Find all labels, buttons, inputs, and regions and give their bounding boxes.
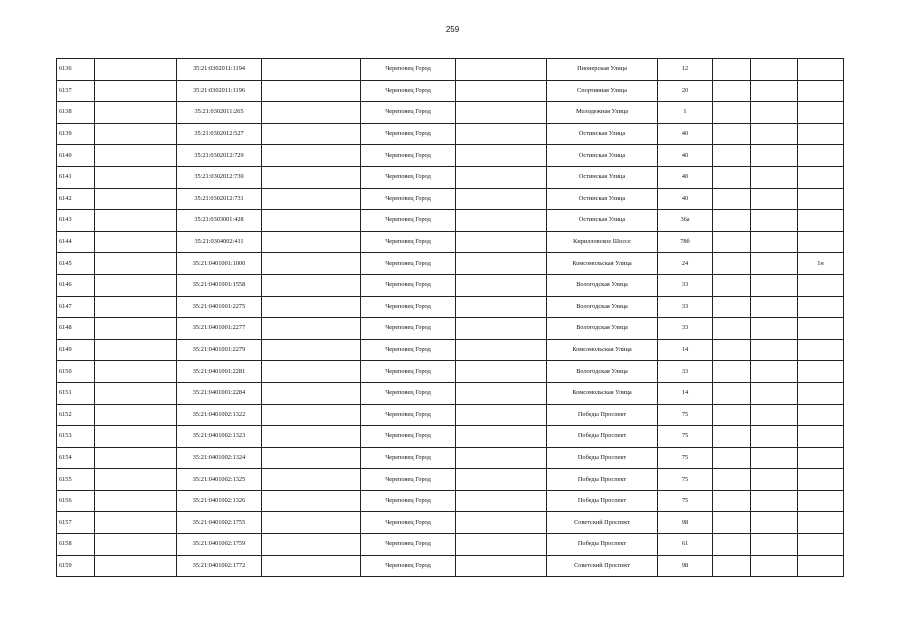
cadastral-number: 35:21:0302012:731 [177,188,262,210]
house-number: 36а [658,210,713,232]
row-id: 6139 [57,123,95,145]
empty-cell [262,361,361,383]
house-number: 14 [658,382,713,404]
street-name: Вологодская Улица [547,361,658,383]
empty-cell [456,80,547,102]
row-id: 6157 [57,512,95,534]
empty-cell [751,512,798,534]
empty-cell [713,166,751,188]
flat-number [798,361,844,383]
row-id: 6151 [57,382,95,404]
street-name: Остинская Улица [547,210,658,232]
empty-cell [456,102,547,124]
empty-cell [95,296,177,318]
empty-cell [95,145,177,167]
flat-number [798,512,844,534]
cadastral-number: 35:21:0401001:1558 [177,274,262,296]
table-row [57,490,844,512]
table-row [57,123,844,145]
empty-cell [262,102,361,124]
empty-cell [751,123,798,145]
city-name: Череповец Город [361,382,456,404]
empty-cell [95,59,177,81]
empty-cell [456,231,547,253]
cadastral-number: 35:21:0401002:1324 [177,447,262,469]
street-name: Спортивная Улица [547,80,658,102]
empty-cell [713,490,751,512]
table-row [57,253,844,275]
table-row [57,447,844,469]
city-name: Череповец Город [361,59,456,81]
empty-cell [456,490,547,512]
row-id: 6154 [57,447,95,469]
street-name: Вологодская Улица [547,274,658,296]
street-name: Советский Проспект [547,512,658,534]
cadastral-number: 35:21:0303001:428 [177,210,262,232]
city-name: Череповец Город [361,210,456,232]
cadastral-number: 35:21:0401001:1000 [177,253,262,275]
street-name: Остинская Улица [547,166,658,188]
street-name: Остинская Улица [547,145,658,167]
cadastral-number: 35:21:0401001:2284 [177,382,262,404]
empty-cell [262,166,361,188]
empty-cell [751,339,798,361]
empty-cell [456,145,547,167]
table-row [57,534,844,556]
house-number: 20 [658,80,713,102]
house-number: 14 [658,339,713,361]
table-row [57,274,844,296]
table-row [57,231,844,253]
city-name: Череповец Город [361,231,456,253]
empty-cell [262,490,361,512]
cadastral-number: 35:21:0302012:730 [177,166,262,188]
empty-cell [713,469,751,491]
empty-cell [262,145,361,167]
flat-number [798,166,844,188]
empty-cell [262,382,361,404]
empty-cell [713,555,751,577]
flat-number [798,382,844,404]
cadastral-number: 35:21:0302011:1194 [177,59,262,81]
empty-cell [262,123,361,145]
empty-cell [713,145,751,167]
house-number: 61 [658,534,713,556]
empty-cell [262,253,361,275]
street-name: Вологодская Улица [547,296,658,318]
row-id: 6144 [57,231,95,253]
flat-number [798,231,844,253]
empty-cell [95,404,177,426]
empty-cell [456,534,547,556]
empty-cell [456,296,547,318]
city-name: Череповец Город [361,166,456,188]
empty-cell [713,447,751,469]
cadastral-number: 35:21:0302011:265 [177,102,262,124]
house-number: 33 [658,361,713,383]
empty-cell [713,382,751,404]
empty-cell [95,231,177,253]
empty-cell [713,339,751,361]
house-number: 75 [658,490,713,512]
empty-cell [751,490,798,512]
row-id: 6159 [57,555,95,577]
empty-cell [713,318,751,340]
empty-cell [456,512,547,534]
house-number: 40 [658,123,713,145]
empty-cell [751,555,798,577]
city-name: Череповец Город [361,361,456,383]
empty-cell [95,210,177,232]
empty-cell [456,426,547,448]
table-row [57,404,844,426]
street-name: Победы Проспект [547,426,658,448]
house-number: 24 [658,253,713,275]
empty-cell [95,166,177,188]
empty-cell [713,102,751,124]
row-id: 6137 [57,80,95,102]
table-row [57,102,844,124]
row-id: 6138 [57,102,95,124]
empty-cell [713,404,751,426]
city-name: Череповец Город [361,534,456,556]
cadastral-number: 35:21:0302012:729 [177,145,262,167]
empty-cell [456,166,547,188]
flat-number [798,490,844,512]
city-name: Череповец Город [361,512,456,534]
city-name: Череповец Город [361,145,456,167]
cadastral-number: 35:21:0304002:411 [177,231,262,253]
empty-cell [456,382,547,404]
empty-cell [262,469,361,491]
flat-number [798,404,844,426]
street-name: Пионерская Улица [547,59,658,81]
empty-cell [751,59,798,81]
empty-cell [713,59,751,81]
empty-cell [456,188,547,210]
city-name: Череповец Город [361,339,456,361]
table-row [57,555,844,577]
empty-cell [751,210,798,232]
empty-cell [751,80,798,102]
house-number: 78б [658,231,713,253]
empty-cell [713,253,751,275]
table-row [57,188,844,210]
street-name: Победы Проспект [547,490,658,512]
row-id: 6147 [57,296,95,318]
empty-cell [262,188,361,210]
empty-cell [95,555,177,577]
empty-cell [262,296,361,318]
city-name: Череповец Город [361,490,456,512]
empty-cell [95,80,177,102]
empty-cell [456,59,547,81]
empty-cell [95,123,177,145]
city-name: Череповец Город [361,555,456,577]
flat-number [798,555,844,577]
empty-cell [751,404,798,426]
empty-cell [713,123,751,145]
house-number: 75 [658,404,713,426]
street-name: Советский Проспект [547,555,658,577]
empty-cell [456,318,547,340]
row-id: 6141 [57,166,95,188]
table-row [57,426,844,448]
table-row [57,512,844,534]
empty-cell [95,382,177,404]
house-number: 98 [658,512,713,534]
cadastral-number: 35:21:0401001:2281 [177,361,262,383]
empty-cell [456,361,547,383]
empty-cell [751,469,798,491]
flat-number [798,296,844,318]
empty-cell [751,382,798,404]
row-id: 6142 [57,188,95,210]
registry-table [56,58,844,577]
city-name: Череповец Город [361,296,456,318]
table-row [57,382,844,404]
flat-number [798,188,844,210]
empty-cell [456,274,547,296]
cadastral-number: 35:21:0401001:2277 [177,318,262,340]
house-number: 40 [658,166,713,188]
city-name: Череповец Город [361,404,456,426]
empty-cell [262,447,361,469]
city-name: Череповец Город [361,80,456,102]
row-id: 6145 [57,253,95,275]
cadastral-number: 35:21:0401002:1326 [177,490,262,512]
street-name: Молодежная Улица [547,102,658,124]
empty-cell [95,490,177,512]
empty-cell [713,231,751,253]
row-id: 6140 [57,145,95,167]
empty-cell [751,318,798,340]
empty-cell [751,361,798,383]
city-name: Череповец Город [361,469,456,491]
empty-cell [713,534,751,556]
flat-number [798,123,844,145]
cadastral-number: 35:21:0401002:1323 [177,426,262,448]
empty-cell [713,426,751,448]
table-row [57,469,844,491]
empty-cell [95,469,177,491]
empty-cell [95,318,177,340]
empty-cell [95,426,177,448]
table-row [57,145,844,167]
empty-cell [95,447,177,469]
empty-cell [456,253,547,275]
house-number: 33 [658,296,713,318]
empty-cell [262,59,361,81]
cadastral-number: 35:21:0302012:527 [177,123,262,145]
empty-cell [95,102,177,124]
house-number: 75 [658,447,713,469]
flat-number [798,469,844,491]
empty-cell [456,404,547,426]
table-row [57,339,844,361]
empty-cell [713,80,751,102]
row-id: 6149 [57,339,95,361]
street-name: Победы Проспект [547,404,658,426]
flat-number [798,80,844,102]
table-row [57,80,844,102]
empty-cell [751,166,798,188]
street-name: Комсомольская Улица [547,382,658,404]
street-name: Кирилловское Шоссе [547,231,658,253]
house-number: 98 [658,555,713,577]
empty-cell [262,231,361,253]
cadastral-number: 35:21:0401002:1325 [177,469,262,491]
empty-cell [262,404,361,426]
empty-cell [262,210,361,232]
city-name: Череповец Город [361,274,456,296]
row-id: 6146 [57,274,95,296]
cadastral-number: 35:21:0401002:1772 [177,555,262,577]
empty-cell [751,145,798,167]
cadastral-number: 35:21:0401001:2275 [177,296,262,318]
city-name: Череповец Город [361,426,456,448]
empty-cell [262,512,361,534]
street-name: Остинская Улица [547,123,658,145]
empty-cell [751,274,798,296]
row-id: 6153 [57,426,95,448]
empty-cell [456,339,547,361]
empty-cell [95,274,177,296]
empty-cell [262,318,361,340]
flat-number: 1н [798,253,844,275]
empty-cell [95,339,177,361]
empty-cell [751,102,798,124]
street-name: Вологодская Улица [547,318,658,340]
empty-cell [456,123,547,145]
house-number: 1 [658,102,713,124]
cadastral-number: 35:21:0302011:1196 [177,80,262,102]
table-row [57,361,844,383]
empty-cell [262,339,361,361]
street-name: Победы Проспект [547,447,658,469]
empty-cell [713,274,751,296]
flat-number [798,534,844,556]
empty-cell [456,555,547,577]
empty-cell [95,512,177,534]
flat-number [798,318,844,340]
flat-number [798,102,844,124]
flat-number [798,59,844,81]
city-name: Череповец Город [361,253,456,275]
empty-cell [262,80,361,102]
empty-cell [751,231,798,253]
city-name: Череповец Город [361,188,456,210]
flat-number [798,145,844,167]
table-row [57,318,844,340]
house-number: 75 [658,426,713,448]
house-number: 75 [658,469,713,491]
flat-number [798,426,844,448]
house-number: 33 [658,274,713,296]
row-id: 6150 [57,361,95,383]
cadastral-number: 35:21:0401002:1759 [177,534,262,556]
empty-cell [751,253,798,275]
house-number: 40 [658,145,713,167]
row-id: 6158 [57,534,95,556]
empty-cell [713,296,751,318]
empty-cell [751,296,798,318]
empty-cell [95,534,177,556]
city-name: Череповец Город [361,318,456,340]
empty-cell [713,512,751,534]
empty-cell [95,361,177,383]
flat-number [798,339,844,361]
row-id: 6155 [57,469,95,491]
house-number: 12 [658,59,713,81]
house-number: 40 [658,188,713,210]
row-id: 6148 [57,318,95,340]
empty-cell [262,426,361,448]
page-number: 259 [445,25,460,34]
row-id: 6136 [57,59,95,81]
empty-cell [713,361,751,383]
cadastral-number: 35:21:0401001:2279 [177,339,262,361]
empty-cell [456,469,547,491]
table-row [57,166,844,188]
city-name: Череповец Город [361,102,456,124]
empty-cell [456,210,547,232]
city-name: Череповец Город [361,447,456,469]
empty-cell [713,210,751,232]
city-name: Череповец Город [361,123,456,145]
row-id: 6156 [57,490,95,512]
flat-number [798,447,844,469]
street-name: Комсомольская Улица [547,339,658,361]
house-number: 33 [658,318,713,340]
empty-cell [95,253,177,275]
row-id: 6143 [57,210,95,232]
empty-cell [751,426,798,448]
table-row [57,296,844,318]
empty-cell [262,274,361,296]
street-name: Победы Проспект [547,534,658,556]
cadastral-number: 35:21:0401002:1755 [177,512,262,534]
flat-number [798,274,844,296]
flat-number [798,210,844,232]
street-name: Остинская Улица [547,188,658,210]
row-id: 6152 [57,404,95,426]
empty-cell [751,447,798,469]
empty-cell [262,534,361,556]
street-name: Победы Проспект [547,469,658,491]
empty-cell [751,188,798,210]
table-row [57,210,844,232]
table-row [57,59,844,81]
empty-cell [751,534,798,556]
cadastral-number: 35:21:0401002:1322 [177,404,262,426]
empty-cell [456,447,547,469]
table-body [57,59,844,577]
empty-cell [262,555,361,577]
empty-cell [95,188,177,210]
street-name: Комсомольская Улица [547,253,658,275]
empty-cell [713,188,751,210]
